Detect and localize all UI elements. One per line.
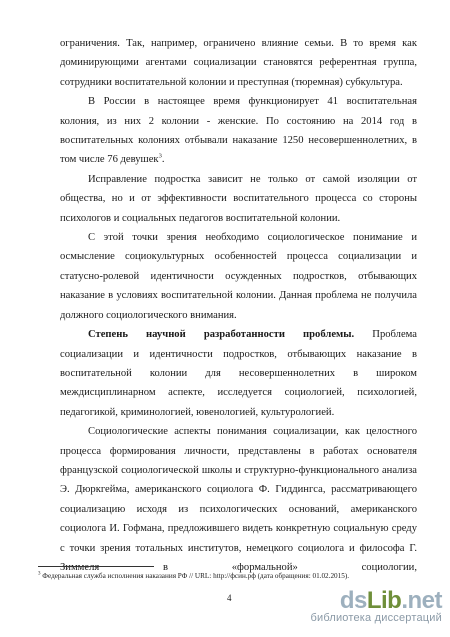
paragraph-4: С этой точки зрения необходимо социологическое понимание и осмысление социокультурных особенностей процесса социализации и статусно-ролевой идентичности осужденных подростков, отбывающих наказание в условиях воспитательной колонии. Данная проблема не получила должного социологического внимания. [60, 232, 417, 321]
paragraph-1: ограничения. Так, например, ограничено влияние семьи. В то время как доминирующими агентами социализации становятся референтная группа, сотрудники воспитательной колонии и преступная (тюремная) субкультура. [60, 38, 417, 88]
watermark-logo [310, 588, 442, 624]
paragraph-2 [60, 92, 417, 170]
paragraph-6: Социологические аспекты понимания социализации, как целостного процесса формирования личности, представлены в работах основателя французской социологической школы и структурно-функционального анализа Э. Дюркгейма, американского социолога Ф. Гиддингса, рассматривающего социализацию исходя из психологических оснований, американского социолога И. Гофмана, предложившего видеть конкретную социальную среду с точки зрения тотальных институтов, немецкого социолога и философа Г. Зиммеля в «формальной» социологии, [60, 426, 417, 573]
footnote-marker: 3 [38, 571, 41, 577]
paragraph-5 [60, 325, 417, 422]
watermark-brand: dsLib.net [339, 587, 442, 614]
document-body [60, 34, 417, 577]
paragraph-5-text: Проблема социализации и идентичности подростков, отбывающих наказание в воспитательной колонии для несовершеннолетних в широком междисциплинарном аспекте, исследуется социологией, психологией, педагогикой, криминологией, ювенологией, культурологией. [60, 329, 417, 418]
footnote-text: Федеральная служба исполнения наказания РФ // URL: http://фсин.рф (дата обращения: 01.02.2015). [40, 572, 350, 580]
page-number: 4 [227, 593, 232, 603]
paragraph-2-end: . [161, 154, 165, 166]
paragraph-3: Исправление подростка зависит не только от самой изоляции от общества, но и от эффективности воспитательного процесса со стороны психологов и социальных педагогов воспитательной колонии. [60, 173, 417, 224]
paragraph-2-text: В России в настоящее время функционирует 41 воспитательная колония, из них 2 колонии - женские. По состоянию на 2014 год в воспитательных колониях отбывали наказание 1250 несовершеннолетних, в том числе 76 девушек [60, 96, 417, 166]
watermark-subtitle: библиотека диссертаций [310, 612, 442, 624]
footnote-divider [38, 566, 154, 567]
footnote-reference[interactable]: 3 [158, 152, 162, 160]
footnote [38, 571, 418, 581]
section-heading-inline: Степень научной разработанности проблемы. [88, 329, 355, 341]
